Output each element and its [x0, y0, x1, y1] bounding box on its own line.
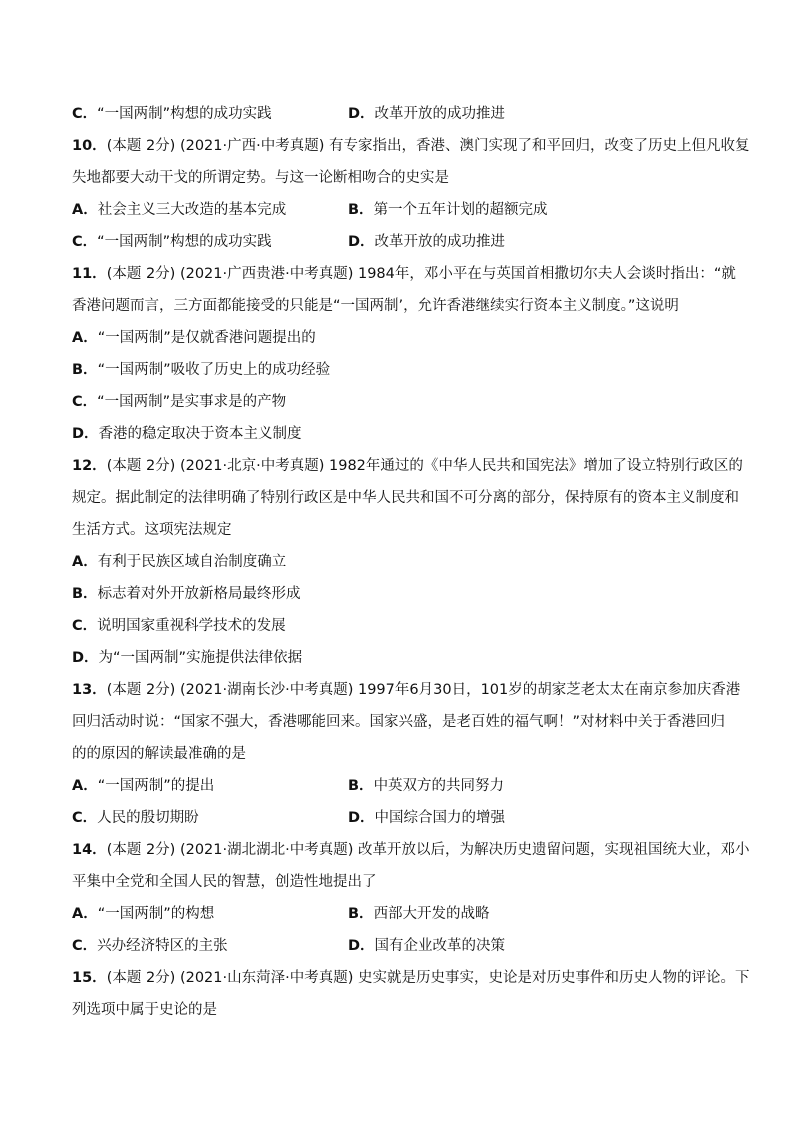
- q11-option-b[interactable]: B．“一国两制”吸收了历史上的成功经验: [72, 362, 331, 378]
- q11-stem-line-2: 香港问题而言，三方面都能接受的只能是“一国两制’，允许香港继续实行资本主义制度。”这说明: [72, 298, 679, 314]
- q12-option-a[interactable]: A．有利于民族区域自治制度确立: [72, 554, 287, 570]
- q14-option-b[interactable]: B．西部大开发的战略: [348, 906, 490, 922]
- q13-stem-line-3: 的的原因的解读最准确的是: [72, 746, 246, 762]
- q15-stem-line-1: 15．(本题 2分) (2021·山东菏泽·中考真题) 史实就是历史事实，史论是对历史事件和历史人物的评论。下: [72, 970, 750, 986]
- q12-option-d[interactable]: D．为“一国两制”实施提供法律依据: [72, 650, 303, 666]
- q13-option-d[interactable]: D．中国综合国力的增强: [348, 810, 506, 826]
- q13-option-c[interactable]: C．人民的殷切期盼: [72, 810, 199, 826]
- q11-stem-line-1: 11．(本题 2分) (2021·广西贵港·中考真题) 1984年，邓小平在与英国首相撒切尔夫人会谈时指出：“就: [72, 266, 736, 282]
- q14-option-c[interactable]: C．兴办经济特区的主张: [72, 938, 228, 954]
- q14-options-cd: [72, 930, 722, 962]
- q10-option-b[interactable]: B．第一个五年计划的超额完成: [348, 202, 548, 218]
- q11-option-c[interactable]: C．“一国两制”是实事求是的产物: [72, 394, 287, 410]
- question-list: [72, 98, 750, 1026]
- q10-stem-line-1: 10．(本题 2分) (2021·广西·中考真题) 有专家指出，香港、澳门实现了和平回归，改变了历史上但凡收复: [72, 138, 750, 154]
- q10-option-d[interactable]: D．改革开放的成功推进: [348, 234, 506, 250]
- q10-stem-line-2: 失地都要大动干戈的所谓定势。与这一论断相吻合的史实是: [72, 170, 449, 186]
- q13-options-ab: [72, 770, 722, 802]
- q13-option-a[interactable]: A．“一国两制”的提出: [72, 778, 215, 794]
- q10-options-cd: [72, 226, 722, 258]
- q14-option-a[interactable]: A．“一国两制”的构想: [72, 906, 215, 922]
- q10-options-ab: [72, 194, 722, 226]
- q14-stem-line-2: 平集中全党和全国人民的智慧，创造性地提出了: [72, 874, 377, 890]
- q13-options-cd: [72, 802, 722, 834]
- q9-options-cd: [72, 98, 722, 130]
- q14-option-d[interactable]: D．国有企业改革的决策: [348, 938, 506, 954]
- q12-option-b[interactable]: B．标志着对外开放新格局最终形成: [72, 586, 301, 602]
- q12-stem-line-2: 规定。据此制定的法律明确了特别行政区是中华人民共和国不可分离的部分，保持原有的资本主义制度和: [72, 490, 739, 506]
- q14-stem-line-1: 14．(本题 2分) (2021·湖北湖北·中考真题) 改革开放以后，为解决历史遗留问题，实现祖国统大业，邓小: [72, 842, 750, 858]
- q13-stem-line-1: 13．(本题 2分) (2021·湖南长沙·中考真题) 1997年6月30日，101岁的胡家芝老太太在南京参加庆香港: [72, 682, 741, 698]
- q10-option-c[interactable]: C．“一国两制”构想的成功实践: [72, 234, 272, 250]
- q14-options-ab: [72, 898, 722, 930]
- q13-option-b[interactable]: B．中英双方的共同努力: [348, 778, 505, 794]
- q11-option-a[interactable]: A．“一国两制”是仅就香港问题提出的: [72, 330, 316, 346]
- q11-option-d[interactable]: D．香港的稳定取决于资本主义制度: [72, 426, 302, 442]
- q9-option-c[interactable]: C．“一国两制”构想的成功实践: [72, 106, 272, 122]
- q15-stem-line-2: 列选项中属于史论的是: [72, 1002, 217, 1018]
- q12-stem-line-3: 生活方式。这项宪法规定: [72, 522, 232, 538]
- q13-stem-line-2: 回归活动时说：“国家不强大，香港哪能回来。国家兴盛，是老百姓的福气啊！”对材料中关于香港回归: [72, 714, 726, 730]
- q12-option-c[interactable]: C．说明国家重视科学技术的发展: [72, 618, 286, 634]
- q10-option-a[interactable]: A．社会主义三大改造的基本完成: [72, 202, 287, 218]
- q9-option-d[interactable]: D．改革开放的成功推进: [348, 106, 506, 122]
- q12-stem-line-1: 12．(本题 2分) (2021·北京·中考真题) 1982年通过的《中华人民共和国宪法》增加了设立特别行政区的: [72, 458, 743, 474]
